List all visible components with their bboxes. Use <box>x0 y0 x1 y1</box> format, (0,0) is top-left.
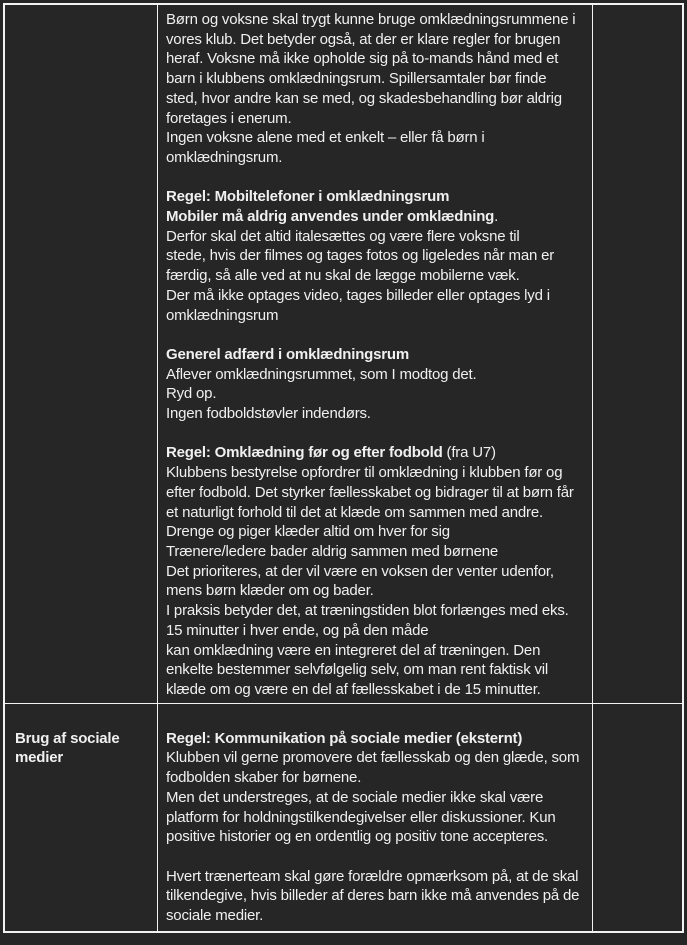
text-line: 15 minutter i hver ende, og på den måde <box>166 621 429 639</box>
text-line: sociale medier. <box>166 907 264 925</box>
text-line: I praksis betyder det, at træningstiden blot forlænges med eks. <box>166 602 569 620</box>
text-line: Ingen voksne alene med et enkelt – eller få børn i <box>166 129 485 147</box>
text-line: Men det understreges, at de sociale medier ikke skal være <box>166 788 544 806</box>
text-line: foretages i enerum. <box>166 109 292 127</box>
text-line <box>166 325 584 345</box>
text-line: Derfor skal det altid italesættes og være flere voksne til <box>166 227 520 245</box>
notes-cell <box>592 5 682 703</box>
text-line: Ingen fodboldstøvler indendørs. <box>166 405 371 423</box>
rules-table <box>3 3 684 933</box>
text-line: Der må ikke optages video, tages billeder eller optages lyd i <box>166 286 550 304</box>
text-line: barn i klubbens omklædningsrum. Spillersamtaler bør finde <box>166 70 547 88</box>
content-cell <box>157 704 592 931</box>
text-line: færdig, så alle ved at nu skal de lægge mobilerne væk. <box>166 267 520 285</box>
text-line: efter fodbold. Det styrker fællesskabet og bidrager til at børn får <box>166 483 574 501</box>
text-line: Ryd op. <box>166 385 217 403</box>
text-line: vores klub. Det betyder også, at der er klare regler for brugen <box>166 30 561 48</box>
text-line <box>166 424 584 444</box>
text-line: Aflever omklædningsrummet, som I modtog det. <box>166 365 477 383</box>
text-line: heraf. Voksne må ikke opholde sig på to-mands hånd med et <box>166 50 559 68</box>
text-line: klæde om og være en del af fællesskabet i de 15 minutter. <box>166 680 541 698</box>
text-line: sted, hvor andre kan se med, og skadesbehandling bør aldrig <box>166 89 562 107</box>
text-line: et naturligt forhold til det at klæde om sammen med andre. <box>166 503 543 521</box>
text-line <box>15 709 151 729</box>
topic-cell <box>5 5 157 703</box>
text-line: platform for holdningstilkendegivelser eller diskussioner. Kun <box>166 808 556 826</box>
text-line <box>166 168 584 188</box>
text-line: Generel adfærd i omklædningsrum <box>166 345 410 363</box>
text-line: kan omklædning være en integreret del af træningen. Den <box>166 641 541 659</box>
text-line: Mobiler må aldrig anvendes under omklædning. <box>166 208 499 226</box>
table-row <box>5 704 682 931</box>
text-line: Drenge og piger klæder altid om hver for sig <box>166 523 450 541</box>
text-line: Brug af sociale <box>15 729 120 747</box>
table-row <box>5 5 682 704</box>
text-line: enkelte bestemmer selvfølgelig selv, om man rent faktisk vil <box>166 661 549 679</box>
text-line: Regel: Kommunikation på sociale medier (eksternt) <box>166 729 523 747</box>
topic-cell <box>5 704 157 931</box>
text-line: stede, hvis der filmes og tages fotos og ligeledes når man er <box>166 247 555 265</box>
text-line: Det prioriteres, at der vil være en voksen der venter udenfor, <box>166 562 554 580</box>
text-line: Børn og voksne skal trygt kunne bruge omklædningsrummene i <box>166 11 576 28</box>
text-line: positive historier og en ordentlig og positiv tone accepteres. <box>166 828 548 846</box>
text-line: Klubbens bestyrelse opfordrer til omklædning i klubben før og <box>166 464 563 482</box>
text-line: mens børn klæder om og bader. <box>166 582 374 600</box>
text-line: Hvert trænerteam skal gøre forældre opmærksom på, at de skal <box>166 867 579 885</box>
text-line: tilkendegive, hvis billeder af deres barn ikke må anvendes på de <box>166 887 580 905</box>
text-line <box>166 847 584 867</box>
text-line: Regel: Omklædning før og efter fodbold (fra U7) <box>166 444 496 462</box>
text-line: fodbolden skaber for børnene. <box>166 769 362 787</box>
notes-cell <box>592 704 682 931</box>
text-line: Klubben vil gerne promovere det fællesskab og den glæde, som <box>166 749 580 767</box>
content-cell <box>157 5 592 703</box>
text-line: medier <box>15 749 63 767</box>
text-line: Trænere/ledere bader aldrig sammen med børnene <box>166 542 499 560</box>
text-line: omklædningsrum <box>166 306 279 324</box>
text-line: omklædningsrum. <box>166 148 283 166</box>
text-line <box>166 709 584 729</box>
text-line: Regel: Mobiltelefoner i omklædningsrum <box>166 188 450 206</box>
